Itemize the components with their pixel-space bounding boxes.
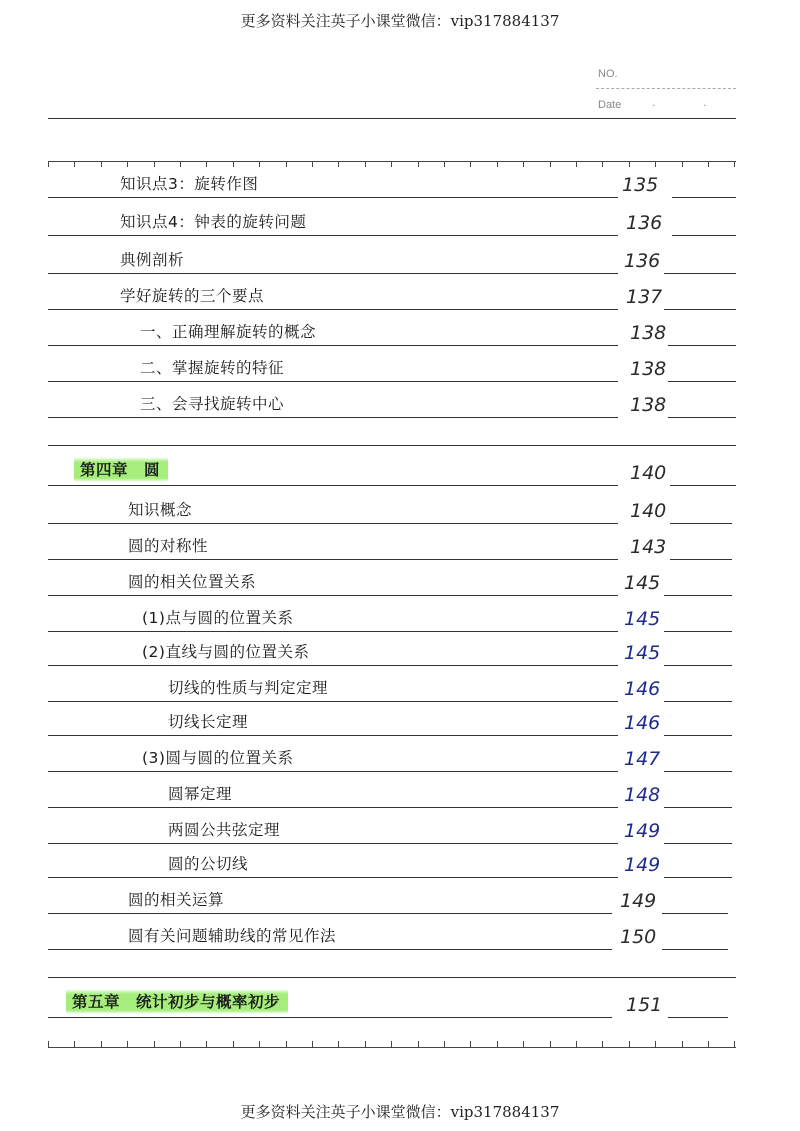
ruler-ticks-top xyxy=(48,161,736,167)
page-number: 146 xyxy=(624,678,661,700)
entry-rule xyxy=(48,273,618,274)
ruler-tick xyxy=(233,161,234,167)
entry-rule xyxy=(48,345,618,346)
entry-rule xyxy=(48,559,618,560)
entry-tail-rule xyxy=(668,345,736,346)
ruler-tick xyxy=(180,1041,181,1047)
ruler-tick xyxy=(708,161,709,167)
entry-tail-rule xyxy=(668,381,736,382)
entry-tail-rule xyxy=(664,701,732,702)
entry-rule xyxy=(48,949,612,950)
entry-tail-rule xyxy=(664,807,732,808)
ruler-tick xyxy=(602,1041,603,1047)
toc-entry xyxy=(0,354,800,382)
toc-entry xyxy=(0,744,800,772)
ruler-tick xyxy=(576,1041,577,1047)
ruler-tick xyxy=(418,161,419,167)
entry-rule xyxy=(48,309,618,310)
entry-tail-rule xyxy=(670,523,732,524)
page-number: 140 xyxy=(630,462,667,484)
ruler-tick xyxy=(576,161,577,167)
ruler-tick xyxy=(497,1041,498,1047)
entry-tail-rule xyxy=(664,771,732,772)
entry-tail-rule xyxy=(664,735,732,736)
page-number: 149 xyxy=(624,820,661,842)
watermark-footer: 更多资料关注英子小课堂微信：vip317884137 xyxy=(240,1103,560,1121)
entry-rule xyxy=(48,913,612,914)
toc-entry xyxy=(0,638,800,666)
no-dashed-line xyxy=(596,88,736,89)
toc-entry xyxy=(0,708,800,736)
notebook-no-label: NO. xyxy=(598,68,618,80)
ruler-line-bottom xyxy=(48,1047,736,1048)
top-rule xyxy=(48,118,736,119)
page-number: 143 xyxy=(630,536,667,558)
entry-tail-rule xyxy=(664,843,732,844)
watermark-header: 更多资料关注英子小课堂微信：vip317884137 xyxy=(240,12,560,30)
entry-rule xyxy=(48,235,618,236)
entry-tail-rule xyxy=(668,417,736,418)
entry-title: (1)点与圆的位置关系 xyxy=(142,609,294,627)
entry-tail-rule xyxy=(662,913,728,914)
entry-title: (3)圆与圆的位置关系 xyxy=(142,749,294,767)
entry-rule xyxy=(48,631,618,632)
toc-entry xyxy=(0,496,800,524)
ruler-tick xyxy=(312,161,313,167)
entry-title: (2)直线与圆的位置关系 xyxy=(142,643,310,661)
ruler-tick xyxy=(101,1041,102,1047)
page-number: 136 xyxy=(624,250,661,272)
toc-entry xyxy=(0,390,800,418)
entry-title: 知识点4：钟表的旋转问题 xyxy=(120,213,307,231)
entry-title: 圆的公切线 xyxy=(168,855,249,873)
entry-rule xyxy=(48,843,618,844)
entry-title: 一、正确理解旋转的概念 xyxy=(140,323,317,341)
page-number: 147 xyxy=(624,748,661,770)
ruler-tick xyxy=(74,161,75,167)
ruler-tick xyxy=(74,1041,75,1047)
entry-rule xyxy=(48,197,618,198)
ruler-tick xyxy=(338,1041,339,1047)
ruler-tick xyxy=(444,161,445,167)
toc-entry xyxy=(0,886,800,914)
page-number: 135 xyxy=(622,174,659,196)
entry-tail-rule xyxy=(662,949,728,950)
entry-title: 知识概念 xyxy=(128,501,193,519)
entry-title: 知识点3：旋转作图 xyxy=(120,175,259,193)
toc-entry xyxy=(0,816,800,844)
entry-title: 二、掌握旋转的特征 xyxy=(140,359,285,377)
ruler-tick xyxy=(206,1041,207,1047)
toc-entry xyxy=(0,674,800,702)
ruler-tick xyxy=(708,1041,709,1047)
ruler-tick xyxy=(101,161,102,167)
entry-tail-rule xyxy=(664,877,732,878)
ruler-tick xyxy=(655,1041,656,1047)
page-number: 149 xyxy=(620,890,657,912)
toc-entry xyxy=(0,568,800,596)
entry-rule xyxy=(48,877,618,878)
entry-tail-rule xyxy=(664,665,732,666)
entry-tail-rule xyxy=(664,273,736,274)
toc-entry xyxy=(0,458,800,486)
ruler-tick xyxy=(180,161,181,167)
ruler-tick xyxy=(682,161,683,167)
page-number: 149 xyxy=(624,854,661,876)
ruler-tick xyxy=(127,1041,128,1047)
entry-title: 学好旋转的三个要点 xyxy=(120,287,265,305)
ruler-tick xyxy=(391,1041,392,1047)
chapter-title: 第四章 圆 xyxy=(74,457,168,482)
entry-rule xyxy=(48,417,618,418)
page-number: 138 xyxy=(630,394,667,416)
page-number: 146 xyxy=(624,712,661,734)
ruler-tick xyxy=(444,1041,445,1047)
ruler-tick xyxy=(48,1041,49,1047)
page-number: 138 xyxy=(630,358,667,380)
toc-entry xyxy=(0,318,800,346)
entry-title: 典例剖析 xyxy=(120,251,185,269)
entry-rule xyxy=(48,485,618,486)
toc-entry xyxy=(0,780,800,808)
entry-rule xyxy=(48,735,618,736)
entry-title: 切线长定理 xyxy=(168,713,249,731)
entry-tail-rule xyxy=(672,197,736,198)
toc-entry xyxy=(0,990,800,1018)
ruler-tick xyxy=(470,1041,471,1047)
toc-entry xyxy=(0,208,800,236)
page-number: 136 xyxy=(626,212,663,234)
ruler-tick xyxy=(523,1041,524,1047)
ruler-tick xyxy=(312,1041,313,1047)
page-number: 137 xyxy=(626,286,663,308)
date-dots: · · xyxy=(652,99,729,112)
entry-title: 三、会寻找旋转中心 xyxy=(140,395,285,413)
page-number: 138 xyxy=(630,322,667,344)
ruler-tick xyxy=(497,161,498,167)
toc-entry xyxy=(0,170,800,198)
ruler-tick xyxy=(523,161,524,167)
section-separator-1 xyxy=(48,445,736,446)
entry-title: 圆的相关运算 xyxy=(128,891,225,909)
entry-title: 圆的对称性 xyxy=(128,537,209,555)
page-number: 145 xyxy=(624,572,661,594)
entry-rule xyxy=(48,1017,612,1018)
page-number: 140 xyxy=(630,500,667,522)
entry-rule xyxy=(48,771,618,772)
entry-rule xyxy=(48,381,618,382)
toc-entry xyxy=(0,532,800,560)
entry-tail-rule xyxy=(664,309,736,310)
entry-tail-rule xyxy=(670,485,736,486)
ruler-tick xyxy=(154,1041,155,1047)
ruler-tick xyxy=(286,161,287,167)
entry-rule xyxy=(48,807,618,808)
ruler-ticks-bottom xyxy=(48,1041,736,1047)
toc-entry xyxy=(0,850,800,878)
entry-tail-rule xyxy=(664,595,732,596)
ruler-tick xyxy=(629,1041,630,1047)
entry-title: 两圆公共弦定理 xyxy=(168,821,281,839)
page-number: 145 xyxy=(624,642,661,664)
ruler-tick xyxy=(655,161,656,167)
ruler-tick xyxy=(127,161,128,167)
toc-entry xyxy=(0,604,800,632)
ruler-tick xyxy=(734,1041,735,1047)
entry-tail-rule xyxy=(672,235,736,236)
ruler-tick xyxy=(418,1041,419,1047)
ruler-tick xyxy=(286,1041,287,1047)
ruler-tick xyxy=(629,161,630,167)
ruler-tick xyxy=(154,161,155,167)
ruler-tick xyxy=(259,161,260,167)
ruler-tick xyxy=(233,1041,234,1047)
toc-entry xyxy=(0,922,800,950)
ruler-tick xyxy=(470,161,471,167)
ruler-tick xyxy=(338,161,339,167)
entry-tail-rule xyxy=(668,1017,728,1018)
page-number: 145 xyxy=(624,608,661,630)
notebook-date-label: Date xyxy=(598,99,622,111)
entry-rule xyxy=(48,665,618,666)
entry-tail-rule xyxy=(664,631,732,632)
entry-tail-rule xyxy=(670,559,732,560)
entry-title: 切线的性质与判定定理 xyxy=(168,679,329,697)
ruler-tick xyxy=(48,161,49,167)
page-number: 150 xyxy=(620,926,657,948)
entry-rule xyxy=(48,523,618,524)
ruler-tick xyxy=(365,161,366,167)
ruler-tick xyxy=(365,1041,366,1047)
toc-entry xyxy=(0,282,800,310)
entry-rule xyxy=(48,701,618,702)
entry-title: 圆幂定理 xyxy=(168,785,233,803)
ruler-tick xyxy=(259,1041,260,1047)
page-number: 151 xyxy=(626,994,663,1016)
ruler-tick xyxy=(550,161,551,167)
page-number: 148 xyxy=(624,784,661,806)
entry-rule xyxy=(48,595,618,596)
ruler-tick xyxy=(550,1041,551,1047)
entry-title: 圆有关问题辅助线的常见作法 xyxy=(128,927,337,945)
toc-entry xyxy=(0,246,800,274)
ruler-tick xyxy=(391,161,392,167)
entry-title: 圆的相关位置关系 xyxy=(128,573,257,591)
ruler-tick xyxy=(602,161,603,167)
ruler-tick xyxy=(682,1041,683,1047)
ruler-tick xyxy=(734,161,735,167)
ruler-tick xyxy=(206,161,207,167)
chapter-title: 第五章 统计初步与概率初步 xyxy=(66,989,288,1014)
section-separator-2 xyxy=(48,977,736,978)
